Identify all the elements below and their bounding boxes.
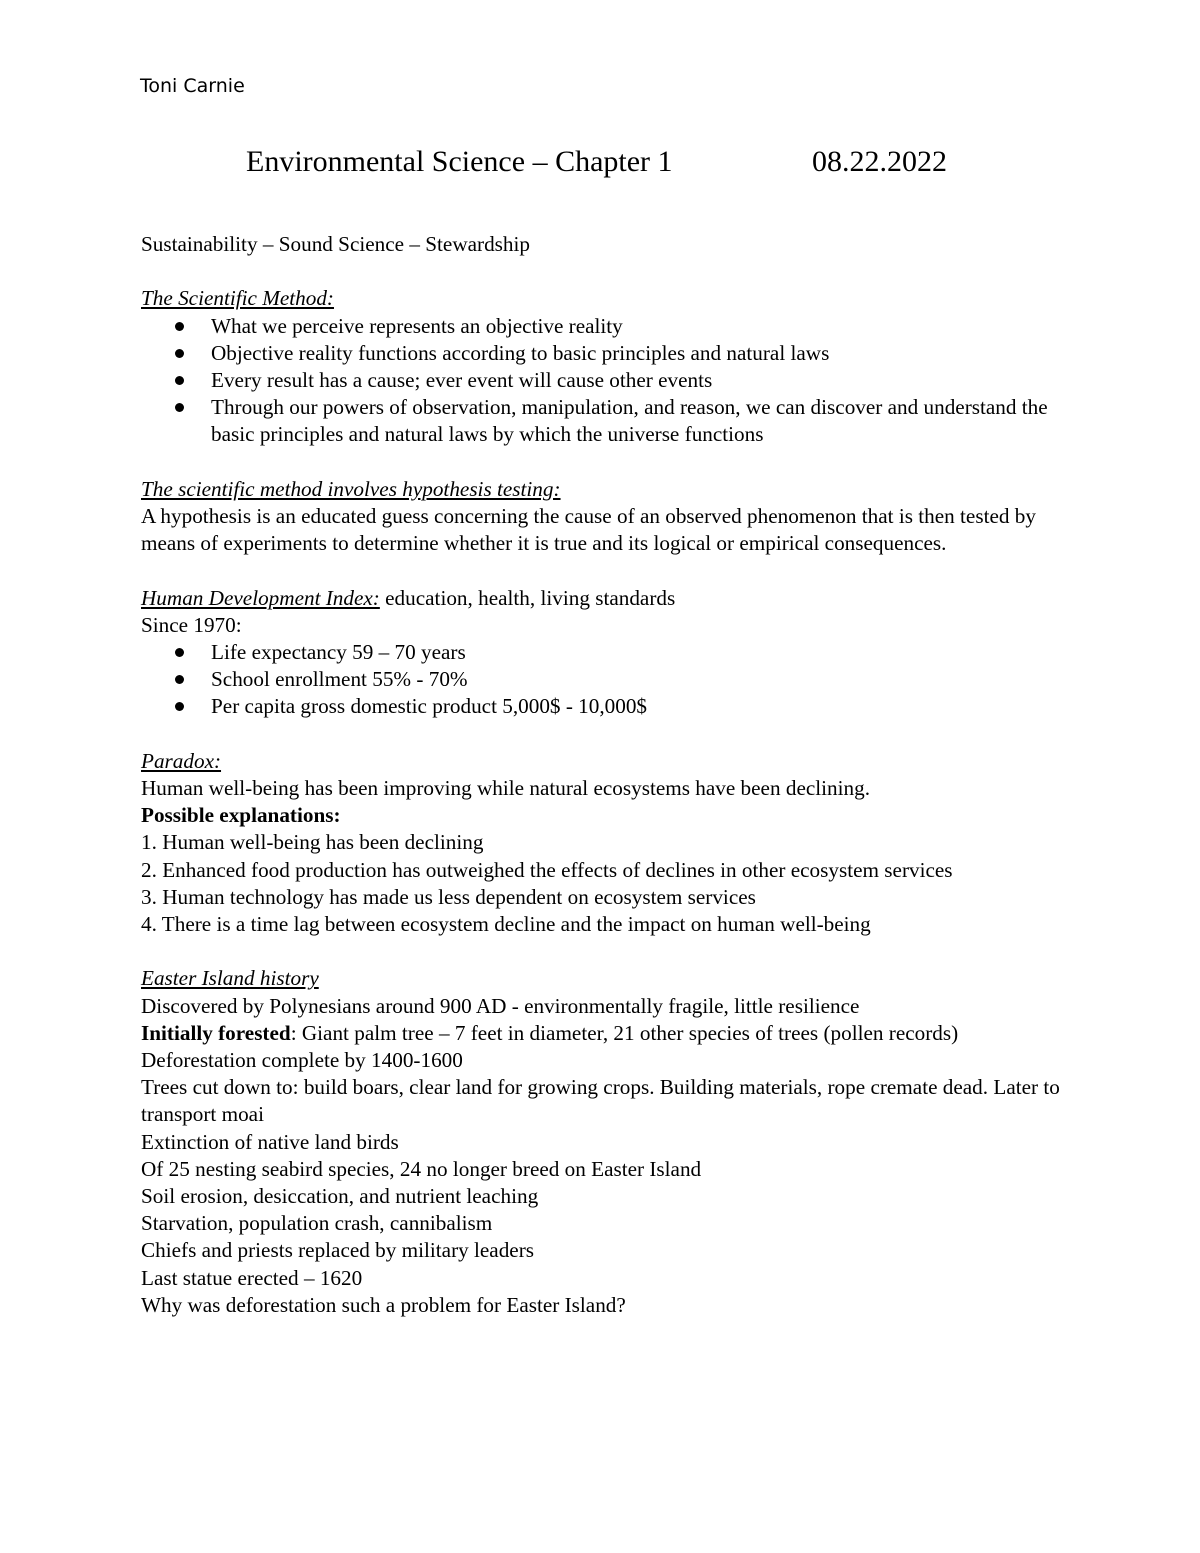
spacer (141, 557, 1071, 584)
document-title: Environmental Science – Chapter 1 (246, 145, 673, 178)
paradox-heading: Paradox: (141, 748, 222, 773)
hypothesis-text: A hypothesis is an educated guess concerning the cause of an observed phenomenon that is then tested by means of experiments to determine whether it is true and its logical or empirical consequences. (141, 504, 1036, 556)
easter-island-fact: Extinction of native land birds (141, 1129, 399, 1154)
easter-island-fact: Starvation, population crash, cannibalism (141, 1211, 493, 1236)
easter-island-fact: Of 25 nesting seabird species, 24 no longer breed on Easter Island (141, 1156, 702, 1181)
themes-line: Sustainability – Sound Science – Stewardship (141, 232, 530, 256)
forested-detail: : Giant palm tree – 7 feet in diameter, 21 other species of trees (pollen records) (290, 1020, 959, 1045)
explanation-item: 2. Enhanced food production has outweighed the effects of declines in other ecosystem services (141, 857, 953, 882)
scientific-method-list (141, 313, 1071, 449)
easter-island-discovered: Discovered by Polynesians around 900 AD - environmentally fragile, little resilience (141, 993, 860, 1018)
list-item: Life expectancy 59 – 70 years (141, 639, 1071, 666)
explanations-label: Possible explanations: (141, 803, 341, 828)
hdi-line (141, 585, 1071, 612)
hdi-list (141, 639, 1071, 721)
hypothesis-heading: The scientific method involves hypothesis testing: (141, 476, 561, 501)
title-row (246, 140, 1006, 184)
hdi-heading: Human Development Index: (141, 585, 380, 610)
easter-island-fact: Deforestation complete by 1400-1600 (141, 1048, 463, 1073)
forested-label: Initially forested (141, 1020, 291, 1045)
spacer (141, 449, 1071, 476)
scientific-method-heading: The Scientific Method: (141, 286, 334, 311)
easter-island-fact: Last statue erected – 1620 (141, 1265, 363, 1290)
spacer (141, 258, 1071, 285)
author-name: Toni Carnie (140, 75, 245, 97)
list-item: Every result has a cause; ever event will cause other events (141, 367, 1071, 394)
easter-island-fact: Trees cut down to: build boars, clear land for growing crops. Building materials, rope cremate dead. Later to transport moai (141, 1075, 1060, 1127)
list-item: Per capita gross domestic product 5,000$ - 10,000$ (141, 693, 1071, 720)
easter-island-fact: Soil erosion, desiccation, and nutrient leaching (141, 1184, 539, 1209)
explanation-item: 1. Human well-being has been declining (141, 830, 484, 855)
explanation-item: 3. Human technology has made us less dependent on ecosystem services (141, 884, 756, 909)
easter-island-forested (141, 1020, 1071, 1047)
hdi-since: Since 1970: (141, 612, 242, 637)
list-item: School enrollment 55% - 70% (141, 666, 1071, 693)
list-item: What we perceive represents an objective reality (141, 313, 1071, 340)
hdi-description: education, health, living standards (379, 585, 676, 610)
easter-island-question: Why was deforestation such a problem for Easter Island? (141, 1292, 626, 1317)
list-item: Objective reality functions according to basic principles and natural laws (141, 340, 1071, 367)
list-item: Through our powers of observation, manipulation, and reason, we can discover and understand the basic principles and natural laws by which the universe functions (141, 394, 1071, 448)
easter-island-fact: Chiefs and priests replaced by military leaders (141, 1238, 535, 1263)
spacer (141, 721, 1071, 748)
easter-island-heading: Easter Island history (141, 966, 319, 991)
document-date: 08.22.2022 (812, 145, 947, 178)
spacer (141, 938, 1071, 965)
paradox-text: Human well-being has been improving while natural ecosystems have been declining. (141, 776, 870, 800)
explanation-item: 4. There is a time lag between ecosystem decline and the impact on human well-being (141, 912, 871, 937)
document-body (141, 231, 1071, 1319)
